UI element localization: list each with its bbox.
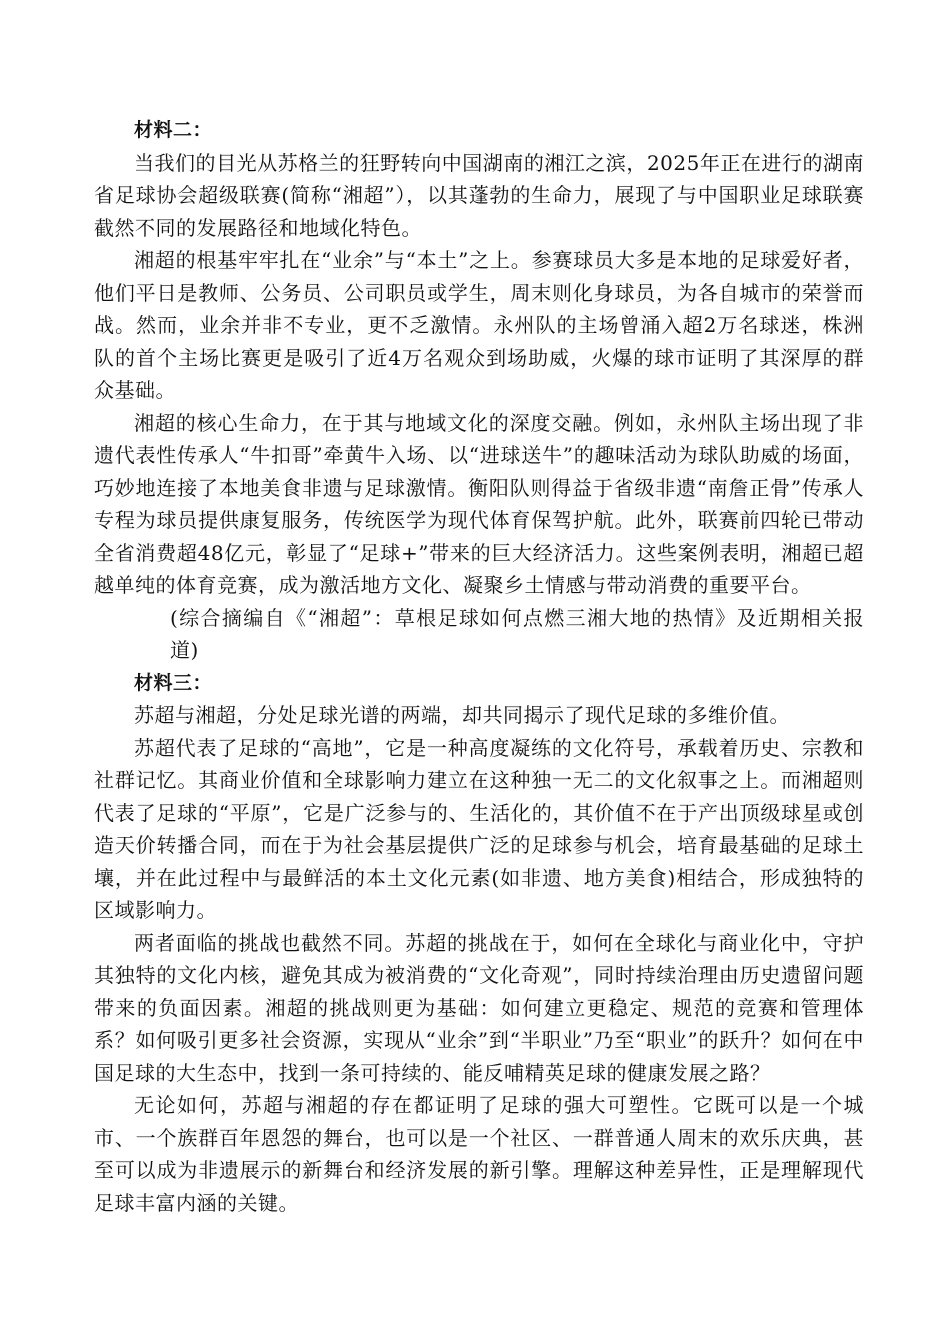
material-2-heading: 材料二： [134,119,213,141]
material-2-source: (综合摘编自《“湘超”：草根足球如何点燃三湘大地的热情》及近期相关报道) [170,605,864,662]
material-2-paragraph-3: 湘超的核心生命力，在于其与地域文化的深度交融。例如，永州队主场出现了非遗代表性传承人“牛扣哥”牵黄牛入场、以“进球送牛”的趣味活动为球队助威的场面，巧妙地连接了本地美食非遗与足球激情。衡阳队则得益于省级非遗“南詹正骨”传承人专程为球员提供康复服务，传统医学为现代体育保驾护航。此外，联赛前四轮已带动全省消费超48亿元，彰显了“足球+”带来的巨大经济活力。这些案例表明，湘超已超越单纯的体育竞赛，成为激活地方文化、凝聚乡土情感与带动消费的重要平台。 [94,410,864,597]
material-3-paragraph-3: 两者面临的挑战也截然不同。苏超的挑战在于，如何在全球化与商业化中，守护其独特的文化内核，避免其成为被消费的“文化奇观”，同时持续治理由历史遗留问题带来的负面因素。湘超的挑战则更为基础：如何建立更稳定、规范的竞赛和管理体系？如何吸引更多社会资源，实现从“业余”到“半职业”乃至“职业”的跃升？如何在中国足球的大生态中，找到一条可持续的、能反哺精英足球的健康发展之路？ [94,930,864,1085]
material-2-paragraph-1: 当我们的目光从苏格兰的狂野转向中国湖南的湘江之滨，2025年正在进行的湖南省足球协会超级联赛(简称“湘超”），以其蓬勃的生命力，展现了与中国职业足球联赛截然不同的发展路径和地域化特色。 [94,150,864,240]
material-2-paragraph-2: 湘超的根基牢牢扎在“业余”与“本土”之上。参赛球员大多是本地的足球爱好者，他们平日是教师、公务员、公司职员或学生，周末则化身球员，为各自城市的荣誉而战。然而，业余并非不专业，更不乏激情。永州队的主场曾涌入超2万名球迷，株洲队的首个主场比赛更是吸引了近4万名观众到场助威，火爆的球市证明了其深厚的群众基础。 [94,248,864,402]
material-3-paragraph-2: 苏超代表了足球的“高地”，它是一种高度凝练的文化符号，承载着历史、宗教和社群记忆。其商业价值和全球影响力建立在这种独一无二的文化叙事之上。而湘超则代表了足球的“平原”，它是广泛参与的、生活化的，其价值不在于产出顶级球星或创造天价转播合同，而在于为社会基层提供广泛的足球参与机会，培育最基础的足球土壤，并在此过程中与最鲜活的本土文化元素(如非遗、地方美食)相结合，形成独特的区域影响力。 [94,735,864,922]
material-3-paragraph-1: 苏超与湘超，分处足球光谱的两端，却共同揭示了现代足球的多维价值。 [134,703,790,727]
document-page [94,114,864,1219]
material-3-heading: 材料三： [134,671,213,694]
material-3-paragraph-4: 无论如何，苏超与湘超的存在都证明了足球的强大可塑性。它既可以是一个城市、一个族群百年恩怨的舞台，也可以是一个社区、一群普通人周末的欢乐庆典，甚至可以成为非遗展示的新舞台和经济发展的新引擎。理解这种差异性，正是理解现代足球丰富内涵的关键。 [94,1093,864,1215]
